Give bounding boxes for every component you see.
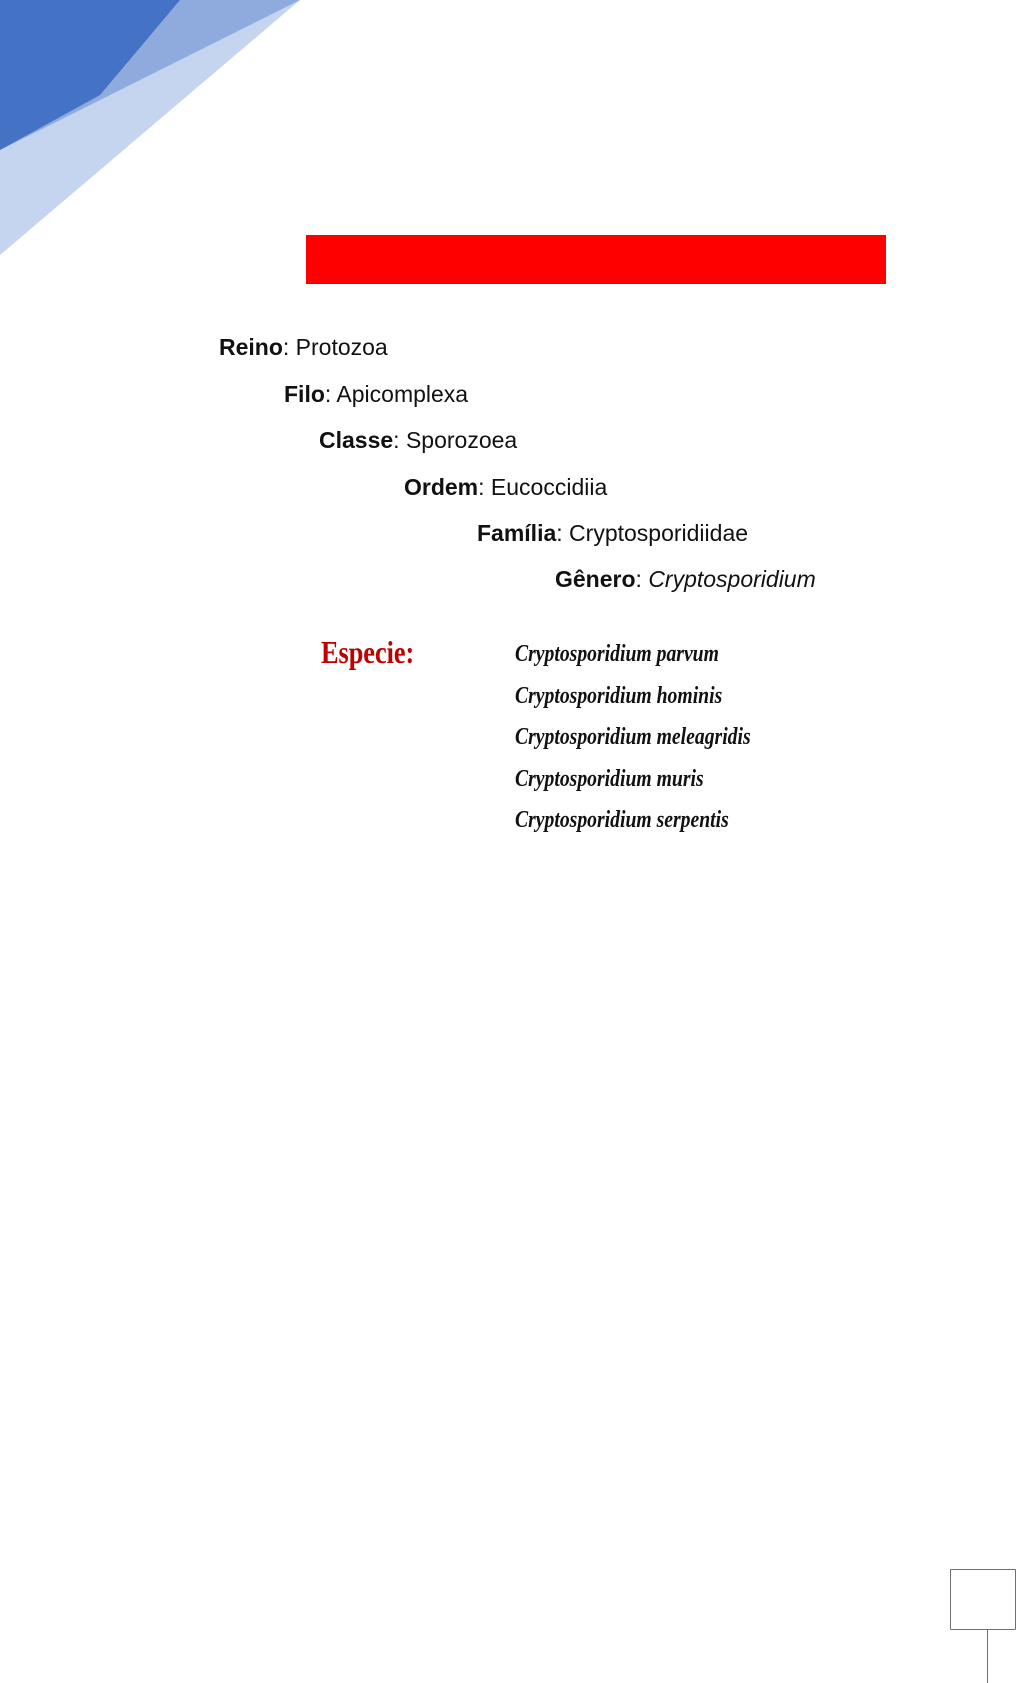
especie-label: Especie: bbox=[321, 634, 415, 670]
taxon-value: Cryptosporidiidae bbox=[569, 520, 749, 546]
taxon-rank: Gênero bbox=[555, 566, 636, 592]
taxon-rank: Reino bbox=[219, 334, 283, 360]
list-item: Cryptosporidium parvum bbox=[515, 641, 719, 667]
taxon-value: Apicomplexa bbox=[336, 381, 469, 407]
title-bar bbox=[306, 235, 886, 284]
taxon-value: Eucoccidiia bbox=[490, 474, 608, 500]
species-list bbox=[515, 640, 802, 848]
taxon-value: Cryptosporidium bbox=[648, 566, 816, 592]
taxon-rank: Ordem bbox=[404, 474, 479, 500]
taxon-separator: : bbox=[478, 474, 491, 500]
taxon-reino bbox=[219, 333, 388, 361]
list-item: Cryptosporidium serpentis bbox=[515, 807, 729, 833]
taxon-separator: : bbox=[635, 566, 649, 592]
taxon-familia bbox=[477, 519, 748, 547]
taxon-value: Sporozoea bbox=[405, 427, 518, 453]
page-number-connector-line bbox=[987, 1630, 988, 1683]
taxon-genero bbox=[555, 565, 816, 593]
page-number-box bbox=[950, 1569, 1016, 1630]
taxon-rank: Filo bbox=[284, 381, 325, 407]
taxon-separator: : bbox=[282, 334, 296, 360]
taxon-classe bbox=[319, 426, 517, 454]
taxon-separator: : bbox=[324, 381, 337, 407]
list-item: Cryptosporidium hominis bbox=[515, 682, 723, 709]
taxon-value: Protozoa bbox=[295, 334, 388, 360]
taxon-separator: : bbox=[556, 520, 570, 546]
taxon-filo bbox=[284, 380, 468, 408]
taxon-ordem bbox=[404, 473, 607, 501]
taxon-separator: : bbox=[393, 427, 406, 453]
corner-decoration bbox=[0, 0, 310, 260]
taxon-rank: Família bbox=[477, 520, 557, 546]
taxon-rank: Classe bbox=[319, 427, 394, 453]
list-item: Cryptosporidium meleagridis bbox=[515, 724, 751, 750]
list-item: Cryptosporidium muris bbox=[515, 765, 704, 792]
